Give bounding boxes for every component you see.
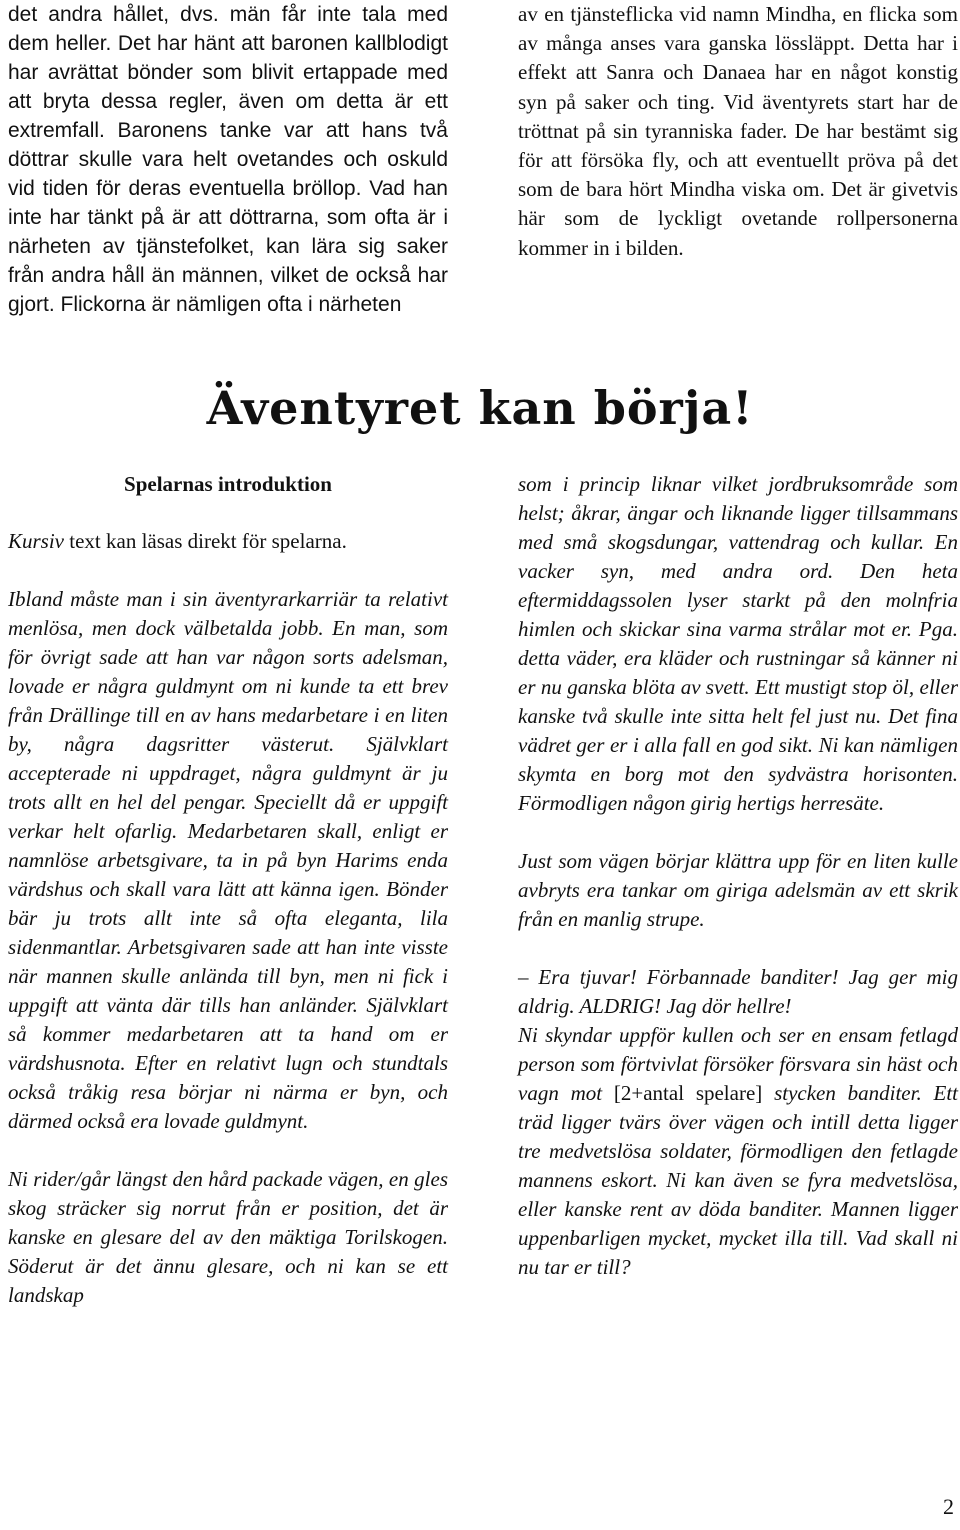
column-top-left — [8, 0, 448, 319]
paragraph-dialogue: – Era tjuvar! Förbannade banditer! Jag ger mig aldrig. ALDRIG! Jag dör hellre! — [518, 965, 958, 1018]
bandits-count: [2+antal spelare] — [613, 1081, 763, 1105]
intro-italic-word: Kursiv — [8, 529, 65, 553]
bandits-text-a: Ni skyndar uppför kullen och ser en ensam fetlagd person som förtvivlat försöker försvara sin häst och vagn mot — [518, 1023, 958, 1105]
intro-rest: text kan läsas direkt för spelarna. — [64, 529, 347, 553]
bandits-text-b: stycken banditer. Ett träd ligger tvärs över vägen och intill detta ligger tre medvetslösa soldater, förmodligen den fetlagde mannens eskort. Ni kan även se fyra medvetslösa, eller kanske rent av döda banditer. Mannen ligger uppenbarligen mycket, mycket illa till. Vad skall ni nu tar er till? — [518, 1081, 958, 1279]
banner-text: Äventyret kan börja! — [206, 381, 754, 435]
adventure-banner — [0, 378, 960, 438]
column-bottom-left — [8, 470, 448, 1310]
paragraph-road: Ni rider/går längst den hård packade vägen, en gles skog sträcker sig norrut från er position, det är kanske en glesare del av den mäktiga Torilskogen. Söderut är det ännu glesare, och ni kan se ett landskap — [8, 1167, 448, 1307]
section-heading: Spelarnas introduktion — [124, 472, 332, 496]
paragraph-mindha: av en tjänsteflicka vid namn Mindha, en flicka som av många anses vara ganska lössläppt. Detta har i effekt att Sanra och Danaea har en något konstig syn på saker och ting. Vid äventyrets start har de tröttnat på sin tyranniska fader. De har bestämt sig för att försöka fly, och att eventuellt pröva på det som de bara hört Mindha viska om. Det är givetvis här som de lyckligt ovetande rollpersonerna kommer in i bilden. — [518, 2, 958, 260]
paragraph-job: Ibland måste man i sin äventyrarkarriär ta relativt menlösa, men dock välbetalda jobb. En man, som för övrigt sade att han var någon sorts adelsman, lovade er några guldmynt om ni kunde ta ett brev från Drällinge till en av hans medarbetare i en liten by, några dagsritter västerut. Självklart accepterade ni uppdraget, några guldmynt är ju trots allt en hel del pengar. Speciellt då er uppgift verkar helt ofarlig. Medarbetaren skall, enligt er namnlöse arbetsgivare, ta in på byn Harims enda värdshus och skall vara lätt att känna igen. Bönder bär ju trots allt inte så ofta eleganta, lila sidenmantlar. Arbetsgivaren sade att han inte visste när mannen skulle anlända till byn, men ni fick i uppgift att vänta där tills han anländer. Självklart så kommer medarbetaren att ta hand om er värdshusnota. Efter en relativt lugn och stundtals också tråkig resa börjar ni närma er byn, och därmed också era lovade guldmynt. — [8, 587, 448, 1133]
paragraph-baron-rules: det andra hållet, dvs. män får inte tala med dem heller. Det har hänt att baronen kallblodigt har avrättat bönder som blivit ertappade med att bryta dessa regler, även om detta är ett extremfall. Baronens tanke var att hans två döttrar skulle vara helt ovetandes och oskuld vid tiden för deras eventuella bröllop. Vad han inte har tänkt på är att döttrarna, som ofta är i närheten av tjänstefolket, kan lära sig saker från andra håll än männen, vilket de också har gjort. Flickorna är nämligen ofta i närheten — [8, 3, 448, 316]
column-bottom-right — [518, 470, 958, 1282]
column-top-right — [518, 0, 958, 263]
paragraph-landscape: som i princip liknar vilket jordbruksområde som helst; åkrar, ängar och liknande ligger tillsammans med små skogsdungar, vattendrag och kullar. En vacker syn, med andra ord. Den heta eftermiddagssolen lyser starkt på den molnfria himlen och skickar sina varma strålar mot er. Pga. detta väder, era kläder och rustningar så känner ni er nu ganska blöta av svett. Ett mustigt stop öl, eller kanske två skulle inte sitta helt fel just nu. Det fina vädret ger er i alla fall en god sikt. Ni kan nämligen skymta en borg mot den sydvästra horisonten. Förmodligen någon girig hertigs herresäte. — [518, 472, 958, 815]
paragraph-bandits — [518, 1021, 958, 1282]
paragraph-scream: Just som vägen börjar klättra upp för en liten kulle avbryts era tankar om giriga adelsmän av ett skrik från en manlig strupe. — [518, 849, 958, 931]
page-number: 2 — [943, 1494, 954, 1519]
intro-note — [8, 527, 448, 556]
